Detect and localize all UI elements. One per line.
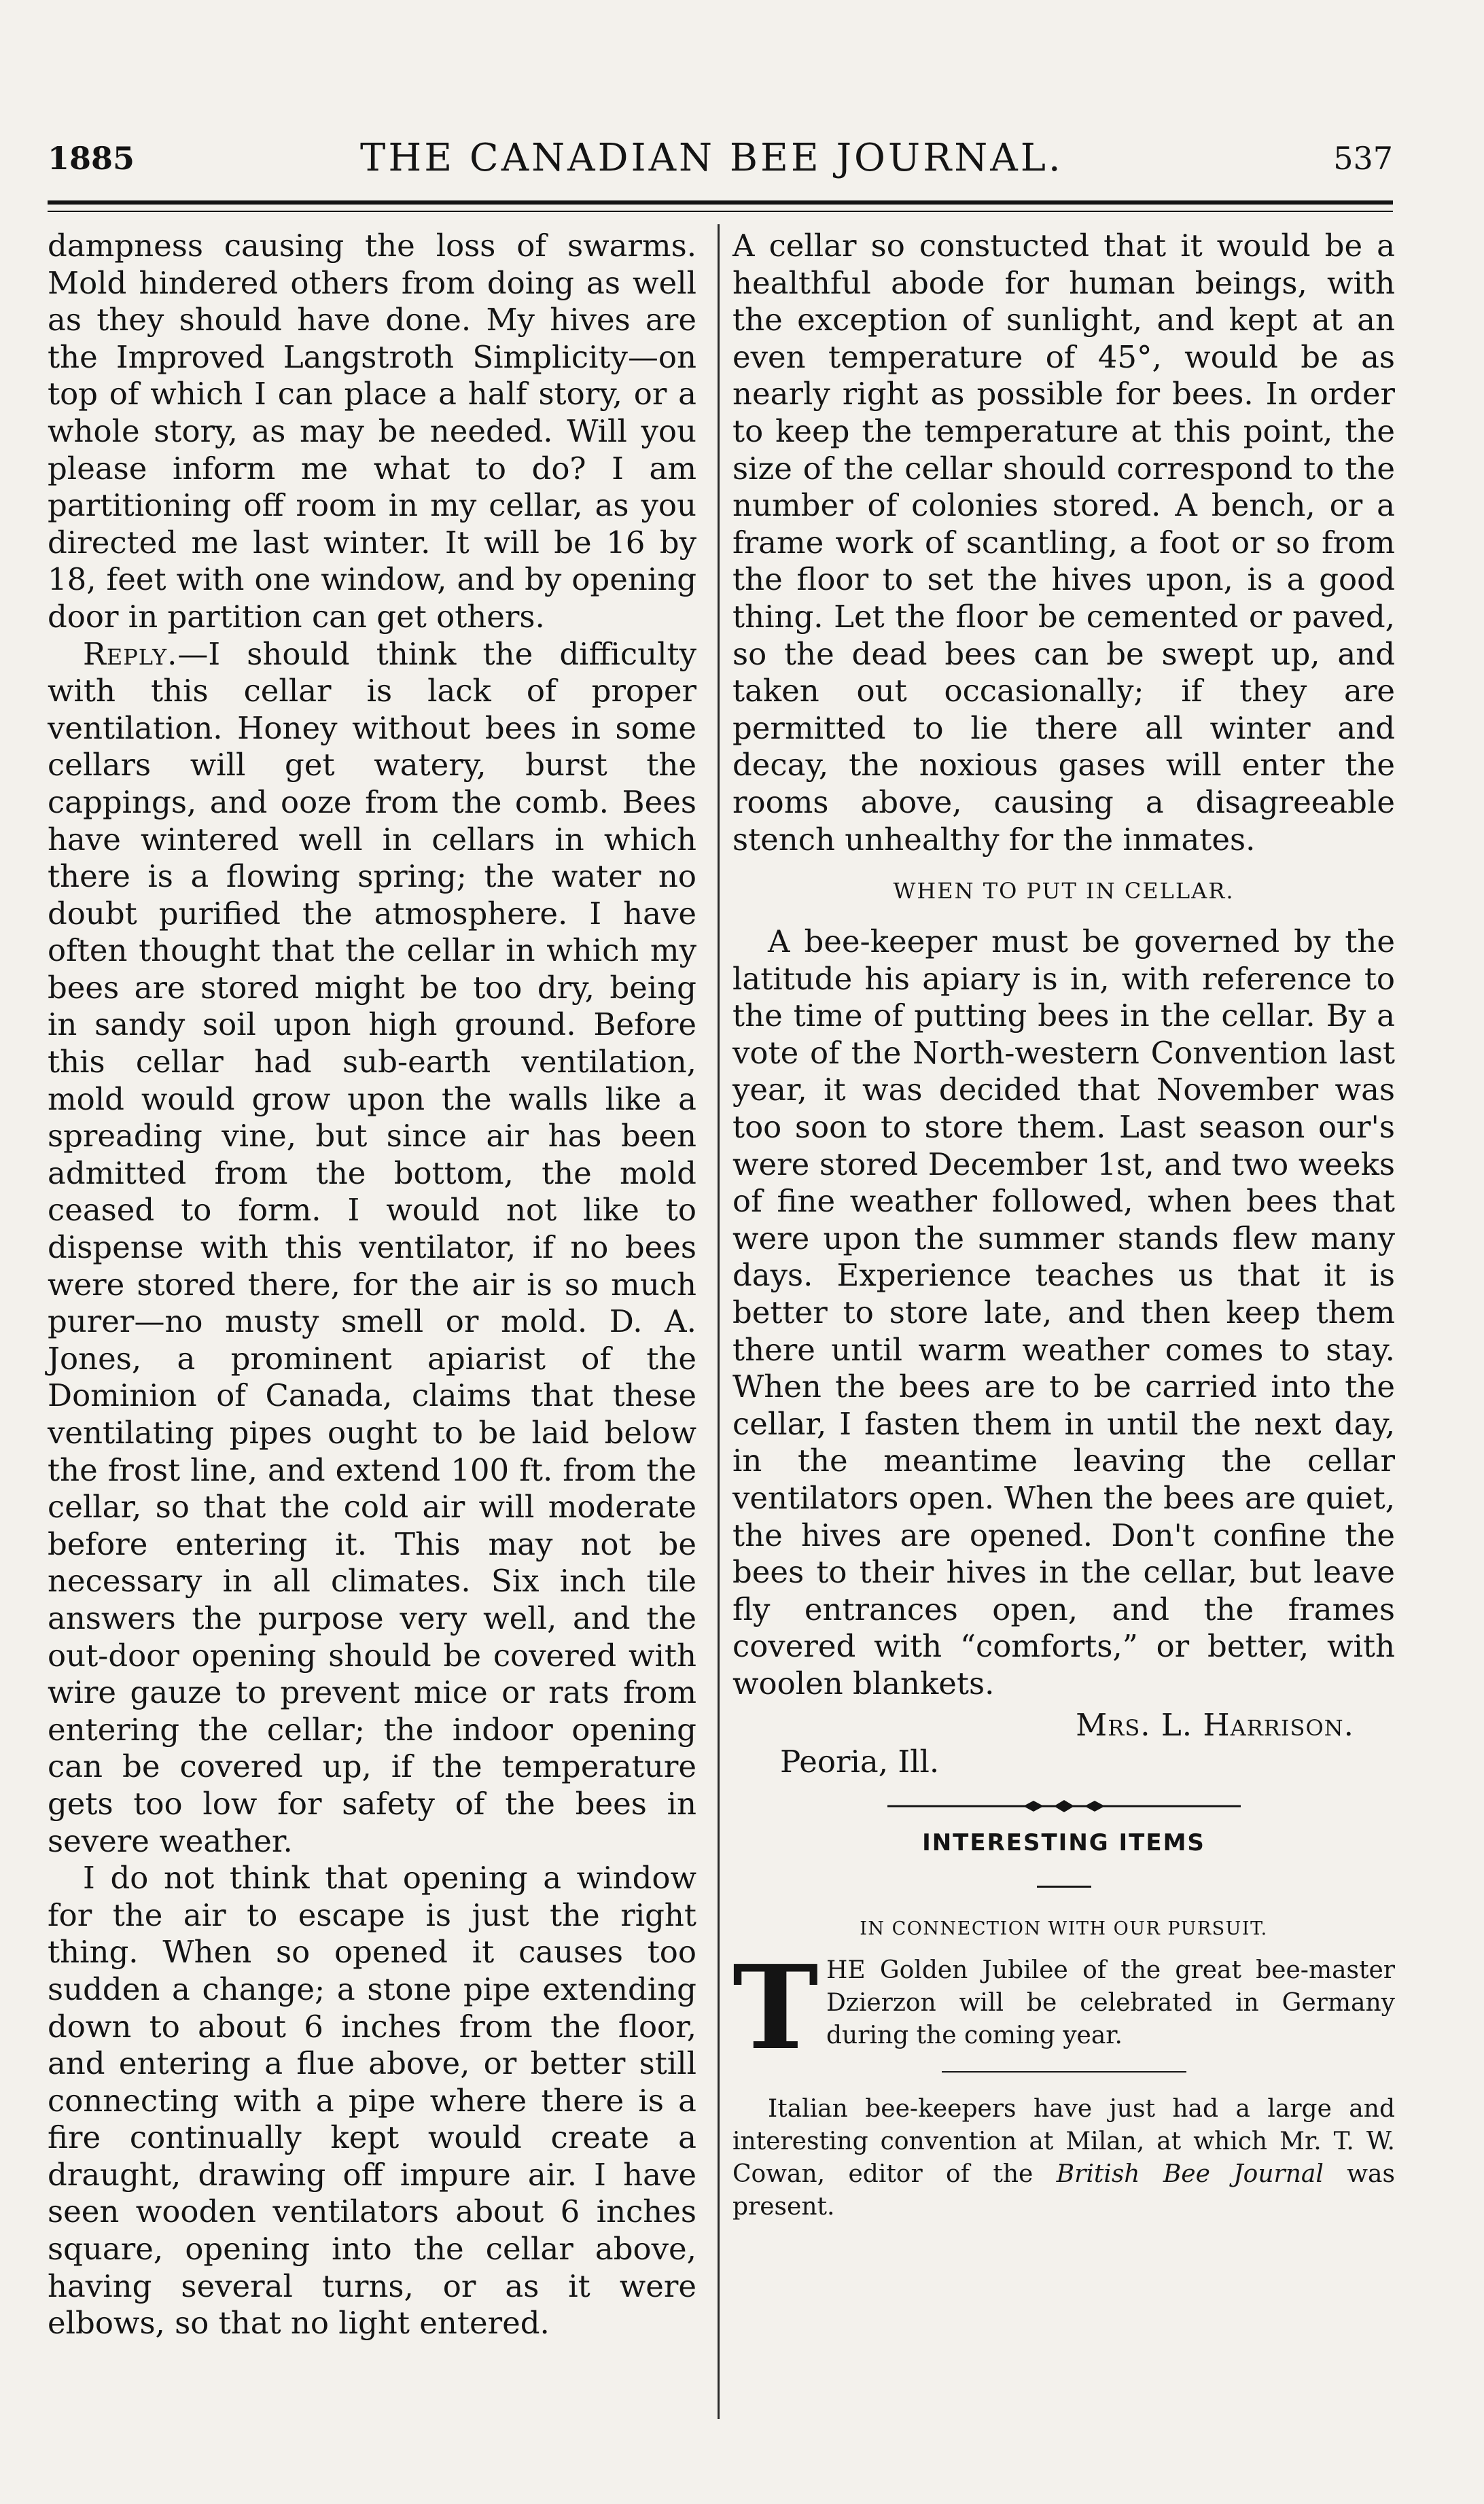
subheading: WHEN TO PUT IN CELLAR. [893, 878, 1235, 904]
left-paragraph-3: I do not think that opening a window for the air to escape is just the right thing. When so opened it causes too sudden a change; a stone pipe extending down to about 6 inches from the floor, and entering a flue above, or better still connecting with a pipe where there is a fire continually kept would create a draught, drawing off impure air. I have seen wooden ventilators about 6 inches square, opening into the cellar above, having several turns, or as it were elbows, so that no light entered. [48, 1860, 696, 2342]
section-title: INTERESTING ITEMS [922, 1829, 1205, 1856]
item-1-text: HE Golden Jubilee of the great bee-master Dzierzon will be celebrated in Germany during the coming year. [826, 1956, 1395, 2049]
left-column [48, 228, 696, 2342]
column-divider [718, 224, 720, 2419]
right-column [732, 228, 1395, 2223]
header-rule-thick [48, 200, 1393, 205]
item-separator [942, 2071, 1186, 2073]
ornament-rule-icon [887, 1799, 1241, 1814]
reply-label: Reply. [83, 635, 178, 672]
item-2-text [732, 2093, 1395, 2223]
right-paragraph-2: A bee-keeper must be governed by the latitude his apiary is in, with reference to the time of putting bees in the cellar. By a vote of the North-western Convention last year, it was decided that November was too soon to store them. Last season our's were stored December 1st, and two weeks of fine weather followed, when bees that were upon the summer stands flew many days. Experience teaches us that it is better to store late, and then keep them there until warm weather comes to stay. When the bees are to be carried into the cellar, I fasten them in until the next day, in the meantime leaving the cellar ventilators open. When the bees are quiet, the hives are opened. Don't confine the bees to their hives in the cellar, but leave fly entrances open, and the frames covered with “comforts,” or better, with woolen blankets. [732, 923, 1395, 1701]
drop-cap-letter: T [732, 1939, 819, 2076]
header-rule-thin [48, 211, 1393, 212]
left-paragraph-2 [48, 636, 696, 1861]
item-2-text-end: was present. [732, 2159, 1395, 2221]
page-number: 537 [1333, 140, 1393, 177]
page-header [48, 136, 1393, 190]
journal-name-italic: British Bee Journal [1056, 2159, 1324, 2188]
author-signature: Mrs. L. Harrison. [1076, 1706, 1354, 1743]
section-short-rule [1037, 1886, 1091, 1888]
section-subtitle: IN CONNECTION WITH OUR PURSUIT. [860, 1918, 1268, 1939]
journal-title: THE CANADIAN BEE JOURNAL. [360, 136, 1063, 180]
header-year: 1885 [48, 140, 135, 177]
author-place: Peoria, Ill. [780, 1744, 940, 1780]
item-2-text-start: Italian bee-keepers have just had a large and interesting convention at Milan, at which Mr. T. W. Cowan, editor of the [732, 2094, 1395, 2188]
item-1 [732, 1939, 1395, 2076]
left-paragraph-1: dampness causing the loss of swarms. Mold hindered others from doing as well as they should have done. My hives are the Improved Langstroth Simplicity—on top of which I can place a half story, or a whole story, as may be needed. Will you please inform me what to do? I am partitioning off room in my cellar, as you directed me last winter. It will be 16 by 18, feet with one window, and by opening door in partition can get others. [48, 228, 696, 635]
reply-text: —I should think the difficulty with this cellar is lack of proper ventilation. Honey without bees in some cellars will get watery, burst the cappings, and ooze from the comb. Bees have wintered well in cellars in which there is a flowing spring; the water no doubt purified the atmosphere. I have often thought that the cellar in which my bees are stored might be too dry, being in sandy soil upon high ground. Before this cellar had sub-earth ventilation, mold would grow upon the walls like a spreading vine, but since air has been admitted from the bottom, the mold ceased to form. I would not like to dispense with this ventilator, if no bees were stored there, for the air is so much purer—no musty smell or mold. D. A. Jones, a prominent apiarist of the Dominion of Canada, claims that these ventilating pipes ought to be laid below the frost line, and extend 100 ft. from the cellar, so that the cold air will moderate before entering it. This may not be necessary in all climates. Six inch tile answers the purpose very well, and the out-door opening should be covered with wire gauze to prevent mice or rats from entering the cellar; the indoor opening can be covered up, if the temperature gets too low for safety of the bees in severe weather. [48, 635, 696, 1859]
right-paragraph-1: A cellar so constucted that it would be a healthful abode for human beings, with the exception of sunlight, and kept at an even temperature of 45°, would be as nearly right as possible for bees. In order to keep the temperature at this point, the size of the cellar should correspond to the number of colonies stored. A bench, or a frame work of scantling, a foot or so from the floor to set the hives upon, is a good thing. Let the floor be cemented or paved, so the dead bees can be swept up, and taken out occasionally; if they are permitted to lie there all winter and decay, the noxious gases will enter the rooms above, causing a disagreeable stench unhealthy for the inmates. [732, 228, 1395, 858]
